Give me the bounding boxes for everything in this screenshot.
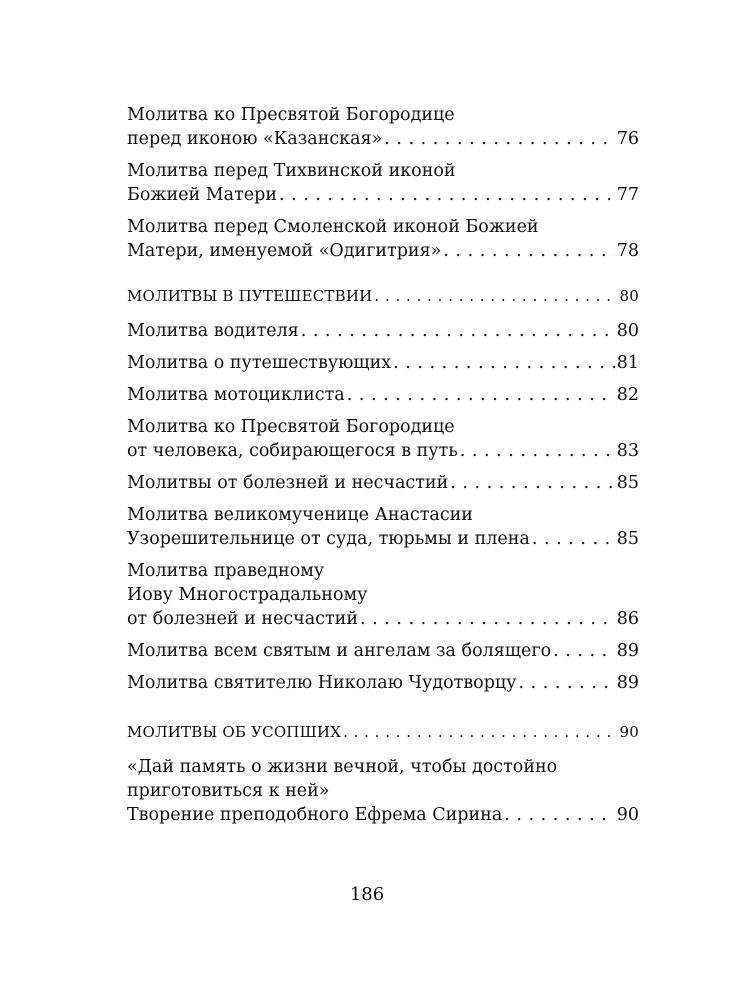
toc-entry-leader-line	[127, 439, 639, 463]
toc-entry-leader-line	[127, 471, 639, 495]
toc-entry-title-line: Иову Многострадальному	[127, 585, 368, 605]
dot-leader	[279, 183, 615, 207]
toc-entry-page: 85	[616, 473, 639, 493]
toc-entry	[127, 215, 639, 263]
dot-leader	[301, 319, 615, 343]
toc-entry-title: Молитва водителя	[127, 321, 299, 341]
toc-entry-title: перед иконою «Казанская»	[127, 129, 383, 149]
toc-entry-leader-line	[127, 527, 639, 551]
toc-entry-title: от человека, собирающегося в путь	[127, 441, 458, 461]
toc-entry-title: Молитва всем святым и ангелам за болящего	[127, 641, 552, 661]
dot-leader	[518, 671, 614, 695]
toc-entry-page: 82	[616, 385, 639, 405]
toc-entry-title-line: приготовиться к ней»	[127, 781, 330, 801]
dot-leader	[384, 127, 614, 151]
toc-entry-title-line: Молитва ко Пресвятой Богородице	[127, 105, 455, 125]
toc-entry-leader-line	[127, 351, 639, 375]
toc-entry-leader-line	[127, 383, 639, 407]
toc-entry-page: 77	[616, 185, 639, 205]
toc-entry	[127, 415, 639, 463]
toc-entry-title-line: Молитва перед Смоленской иконой Божией	[127, 217, 539, 237]
toc-entry	[127, 755, 639, 827]
dot-leader	[360, 607, 615, 631]
dot-leader	[504, 803, 614, 827]
toc-entry-leader-line	[127, 671, 639, 695]
toc-entry-page: 89	[616, 641, 639, 661]
toc-entry	[127, 559, 639, 631]
toc-entry	[127, 503, 639, 551]
toc-entry-title: Узорешительнице от суда, тюрьмы и плена	[127, 529, 530, 549]
dot-leader	[553, 639, 615, 663]
toc-entry-page: 76	[616, 129, 639, 149]
dot-leader	[393, 351, 615, 375]
toc-entry-title: Молитва мотоциклиста	[127, 385, 345, 405]
toc-entry-leader-line	[127, 319, 639, 343]
toc-entry-page: 89	[616, 673, 639, 693]
toc-entry	[127, 351, 639, 375]
toc-entry-title-line: Молитва великомученице Анастасии	[127, 505, 473, 525]
toc-entry-leader-line	[127, 239, 639, 263]
toc-entry-title-line: «Дай память о жизни вечной, чтобы достойно	[127, 757, 558, 777]
toc-entry-title: Молитва о путешествующих	[127, 353, 392, 373]
toc-entry	[127, 639, 639, 663]
dot-leader	[443, 239, 614, 263]
toc-entry-title-line: Молитва праведному	[127, 561, 325, 581]
section-heading-departed	[127, 721, 639, 743]
toc-entry	[127, 159, 639, 207]
toc-entry-leader-line	[127, 183, 639, 207]
toc-entry-page: 86	[616, 609, 639, 629]
toc-entry	[127, 471, 639, 495]
toc-entry	[127, 383, 639, 407]
toc-entry-leader-line	[127, 803, 639, 827]
dot-leader	[343, 721, 617, 743]
toc-entry-page: 83	[616, 441, 639, 461]
dot-leader	[347, 383, 615, 407]
toc-entry-title: Молитва святителю Николаю Чудотворцу	[127, 673, 517, 693]
section-title: МОЛИТВЫ ОБ УСОПШИХ	[127, 723, 342, 741]
toc-entry-title: от болезней и несчастий	[127, 609, 358, 629]
toc-entry-title: Творение преподобного Ефрема Сирина	[127, 805, 503, 825]
section-heading-travel	[127, 285, 639, 307]
section-title: МОЛИТВЫ В ПУТЕШЕСТВИИ	[127, 287, 373, 305]
table-of-contents	[127, 103, 639, 827]
toc-entry-title-line: Молитва ко Пресвятой Богородице	[127, 417, 455, 437]
toc-entry-leader-line	[127, 127, 639, 151]
toc-entry-title: Матери, именуемой «Одигитрия»	[127, 241, 442, 261]
section-page: 90	[619, 723, 639, 741]
dot-leader	[450, 471, 614, 495]
toc-entry-page: 80	[616, 321, 639, 341]
toc-entry-page: 85	[616, 529, 639, 549]
dot-leader	[460, 439, 615, 463]
dot-leader	[374, 285, 617, 307]
toc-entry	[127, 319, 639, 343]
toc-entry-title: Божией Матери	[127, 185, 277, 205]
toc-entry	[127, 671, 639, 695]
toc-entry-leader-line	[127, 639, 639, 663]
toc-entry-leader-line	[127, 607, 639, 631]
toc-entry-title: Молитвы от болезней и несчастий	[127, 473, 449, 493]
page-number: 186	[349, 884, 385, 905]
section-page: 80	[619, 287, 639, 305]
toc-entry-page: 90	[616, 805, 639, 825]
toc-entry	[127, 103, 639, 151]
dot-leader	[532, 527, 615, 551]
toc-entry-page: 78	[616, 241, 639, 261]
toc-entry-title-line: Молитва перед Тихвинской иконой	[127, 161, 456, 181]
toc-entry-page: 81	[616, 353, 639, 373]
